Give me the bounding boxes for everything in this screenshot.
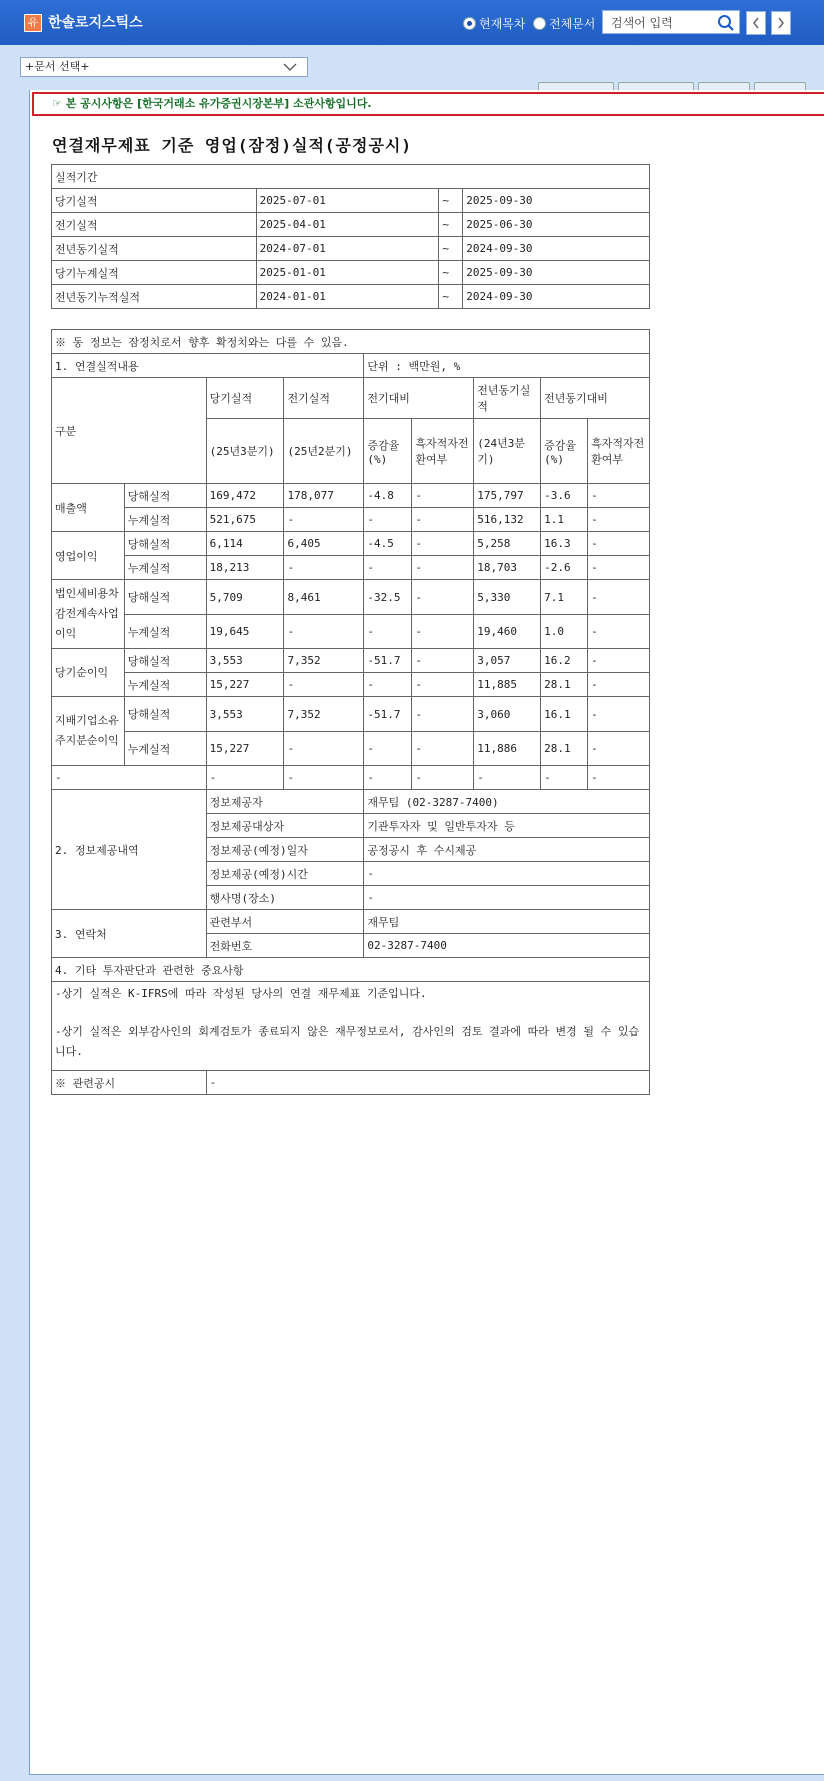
period-label: 전기실적 [52,213,257,237]
period-from: 2025-04-01 [256,213,439,237]
cell-previous: 7,352 [284,697,364,732]
cell-yoy: 3,060 [474,697,541,732]
table-row [52,790,650,814]
table-row [52,673,650,697]
document-select-value: +문서 선택+ [25,60,90,73]
cell-change: -4.5 [364,532,412,556]
period-from: 2025-01-01 [256,261,439,285]
period-from: 2024-07-01 [256,237,439,261]
sub-change-rate: 증감율(%) [364,419,412,484]
table-row [52,508,650,532]
group-label: 당기순이익 [52,649,125,697]
pointing-hand-icon: ☞ [52,97,62,110]
row-kind: 당해실적 [124,580,206,615]
contact-label: 관련부서 [206,910,364,934]
cell-yoy: 516,132 [474,508,541,532]
dash-cell: - [412,766,474,790]
info-label: 정보제공자 [206,790,364,814]
period-label: 당기누계실적 [52,261,257,285]
cell-turn: - [412,673,474,697]
table-row [52,285,650,309]
sub-previous: (25년2분기) [284,419,364,484]
info-label: 정보제공(예정)일자 [206,838,364,862]
cell-turn: - [412,615,474,649]
cell-turn-2: - [588,556,650,580]
period-table [51,164,650,309]
chevron-down-icon [283,63,297,71]
cell-current: 15,227 [206,673,284,697]
cell-previous: - [284,556,364,580]
related-disclosure-label: ※ 관련공시 [52,1071,207,1095]
remark-2: -상기 실적은 외부감사인의 회계검토가 종료되지 않은 재무정보로서, 감사인의 검토 결과에 따라 변경 될 수 있습니다. [55,1025,640,1058]
cell-previous: - [284,615,364,649]
col-current: 당기실적 [206,378,284,419]
period-label: 당기실적 [52,189,257,213]
disclaimer-note: ※ 동 정보는 잠정치로서 향후 확정치와는 다를 수 있음. [52,330,650,354]
row-kind: 당해실적 [124,532,206,556]
cell-current: 3,553 [206,649,284,673]
results-table [51,329,650,1095]
cell-change: - [364,508,412,532]
dash-cell: - [588,766,650,790]
row-kind: 누계실적 [124,732,206,766]
notice-org: [한국거래소 유가증권시장본부] [137,97,290,110]
cell-previous: - [284,732,364,766]
cell-turn: - [412,556,474,580]
sub-current: (25년3분기) [206,419,284,484]
cell-yoy: 19,460 [474,615,541,649]
cell-turn: - [412,532,474,556]
section-3-title: 3. 연락처 [52,910,207,958]
cell-yoy: 11,885 [474,673,541,697]
cell-change: -32.5 [364,580,412,615]
cell-yoy: 5,258 [474,532,541,556]
cell-previous: - [284,673,364,697]
cell-turn-2: - [588,649,650,673]
col-previous: 전기실적 [284,378,364,419]
top-toolbar [0,0,824,45]
dash-cell: - [364,766,412,790]
table-row [52,237,650,261]
table-row [52,189,650,213]
radio-unchecked-icon[interactable] [533,17,546,30]
section-2-title: 2. 정보제공내역 [52,790,207,910]
cell-change-2: 16.1 [541,697,588,732]
notice-prefix: 본 공시사항은 [65,97,134,110]
period-from: 2024-01-01 [256,285,439,309]
sub-change-rate-2: 증감율(%) [541,419,588,484]
dash-cell: - [284,766,364,790]
notice-banner [32,92,824,116]
cell-previous: 178,077 [284,484,364,508]
cell-turn-2: - [588,697,650,732]
period-to: 2025-09-30 [463,189,650,213]
cell-current: 3,553 [206,697,284,732]
table-row [52,261,650,285]
cell-current: 6,114 [206,532,284,556]
cell-current: 19,645 [206,615,284,649]
info-value: 공정공시 후 수시제공 [364,838,650,862]
group-label: 영업이익 [52,532,125,580]
cell-turn: - [412,697,474,732]
cell-turn-2: - [588,673,650,697]
cell-turn: - [412,732,474,766]
period-sep: ~ [439,285,463,309]
chevron-right-icon [777,17,785,29]
sub-turnaround: 흑자적자전환여부 [412,419,474,484]
info-value: - [364,886,650,910]
cell-change: - [364,556,412,580]
col-prev-compare: 전기대비 [364,378,474,419]
dash-cell: - [52,766,207,790]
cell-current: 5,709 [206,580,284,615]
search-input[interactable] [609,12,713,34]
cell-current: 18,213 [206,556,284,580]
remark-1: -상기 실적은 K-IFRS에 따라 작성된 당사의 연결 재무제표 기준입니다. [55,987,427,1000]
period-from: 2025-07-01 [256,189,439,213]
contact-value: 재무팀 [364,910,650,934]
radio-all-label: 전체문서 [549,16,596,31]
row-kind: 당해실적 [124,697,206,732]
cell-current: 15,227 [206,732,284,766]
sub-turnaround-2: 흑자적자전환여부 [588,419,650,484]
section-4-title: 4. 기타 투자판단과 관련한 중요사항 [52,958,650,982]
cell-yoy: 18,703 [474,556,541,580]
col-gubun: 구분 [52,378,207,484]
table-row [52,732,650,766]
related-disclosure-value: - [206,1071,649,1095]
search-icon[interactable] [717,14,735,32]
period-to: 2025-06-30 [463,213,650,237]
cell-previous: - [284,508,364,532]
col-yoy-compare: 전년동기대비 [541,378,650,419]
period-sep: ~ [439,261,463,285]
cell-change: -51.7 [364,649,412,673]
info-label: 정보제공대상자 [206,814,364,838]
period-to: 2025-09-30 [463,261,650,285]
info-value: 기관투자자 및 일반투자자 등 [364,814,650,838]
cell-yoy: 11,886 [474,732,541,766]
cell-change: -51.7 [364,697,412,732]
sub-yoy: (24년3분기) [474,419,541,484]
company-name[interactable]: 한솔로지스틱스 [48,15,143,31]
group-label: 지배기업소유주지분순이익 [52,697,125,766]
table-row [52,556,650,580]
cell-turn: - [412,580,474,615]
cell-turn-2: - [588,615,650,649]
cell-change-2: -2.6 [541,556,588,580]
period-label: 전년동기누적실적 [52,285,257,309]
row-kind: 누계실적 [124,615,206,649]
row-kind: 누계실적 [124,673,206,697]
unit-label: 단위 : 백만원, % [364,354,650,378]
row-kind: 누계실적 [124,508,206,532]
dash-cell: - [541,766,588,790]
cell-turn: - [412,508,474,532]
period-sep: ~ [439,237,463,261]
cell-change-2: 16.2 [541,649,588,673]
dash-cell: - [474,766,541,790]
cell-turn-2: - [588,484,650,508]
period-header: 실적기간 [52,165,650,189]
cell-change-2: 1.0 [541,615,588,649]
cell-yoy: 175,797 [474,484,541,508]
radio-current-label: 현재목차 [479,16,526,31]
info-value: 재무팀 (02-3287-7400) [364,790,650,814]
period-label: 전년동기실적 [52,237,257,261]
company-logo-icon: 유 [24,14,42,32]
contact-label: 전화번호 [206,934,364,958]
table-row [52,649,650,673]
cell-current: 169,472 [206,484,284,508]
row-kind: 당해실적 [124,649,206,673]
table-row [52,580,650,615]
cell-change: - [364,732,412,766]
contact-value: 02-3287-7400 [364,934,650,958]
table-row [52,484,650,508]
cell-turn-2: - [588,580,650,615]
cell-previous: 8,461 [284,580,364,615]
document-select[interactable] [20,57,308,77]
next-result-button[interactable] [771,11,791,35]
cell-previous: 6,405 [284,532,364,556]
row-kind: 누계실적 [124,556,206,580]
period-sep: ~ [439,189,463,213]
radio-current-section[interactable] [463,14,525,32]
cell-change-2: 28.1 [541,732,588,766]
table-row [52,697,650,732]
cell-change: -4.8 [364,484,412,508]
info-label: 정보제공(예정)시간 [206,862,364,886]
table-row [52,532,650,556]
cell-change: - [364,615,412,649]
section-1-title: 1. 연결실적내용 [52,354,364,378]
period-to: 2024-09-30 [463,237,650,261]
cell-turn-2: - [588,532,650,556]
chevron-left-icon [752,17,760,29]
cell-turn-2: - [588,508,650,532]
table-row [52,910,650,934]
cell-yoy: 5,330 [474,580,541,615]
group-label: 매출액 [52,484,125,532]
remarks-cell [52,982,650,1071]
cell-change-2: 28.1 [541,673,588,697]
group-label: 법인세비용차감전계속사업이익 [52,580,125,649]
notice-suffix: 소관사항입니다. [293,97,372,110]
cell-change-2: 7.1 [541,580,588,615]
cell-yoy: 3,057 [474,649,541,673]
radio-all-documents[interactable] [533,14,595,32]
period-to: 2024-09-30 [463,285,650,309]
dash-cell: - [206,766,284,790]
cell-change-2: 16.3 [541,532,588,556]
info-label: 행사명(장소) [206,886,364,910]
period-sep: ~ [439,213,463,237]
cell-current: 521,675 [206,508,284,532]
row-kind: 당해실적 [124,484,206,508]
cell-change-2: -3.6 [541,484,588,508]
info-value: - [364,862,650,886]
cell-turn: - [412,484,474,508]
table-row [52,615,650,649]
table-row [52,766,650,790]
table-row [52,213,650,237]
cell-turn: - [412,649,474,673]
cell-change: - [364,673,412,697]
search-box[interactable] [602,10,740,34]
page-title: 연결재무제표 기준 영업(잠정)실적(공정공시) [52,136,413,155]
col-yoy: 전년동기실적 [474,378,541,419]
cell-turn-2: - [588,732,650,766]
cell-change-2: 1.1 [541,508,588,532]
cell-previous: 7,352 [284,649,364,673]
radio-checked-icon[interactable] [463,17,476,30]
prev-result-button[interactable] [746,11,766,35]
